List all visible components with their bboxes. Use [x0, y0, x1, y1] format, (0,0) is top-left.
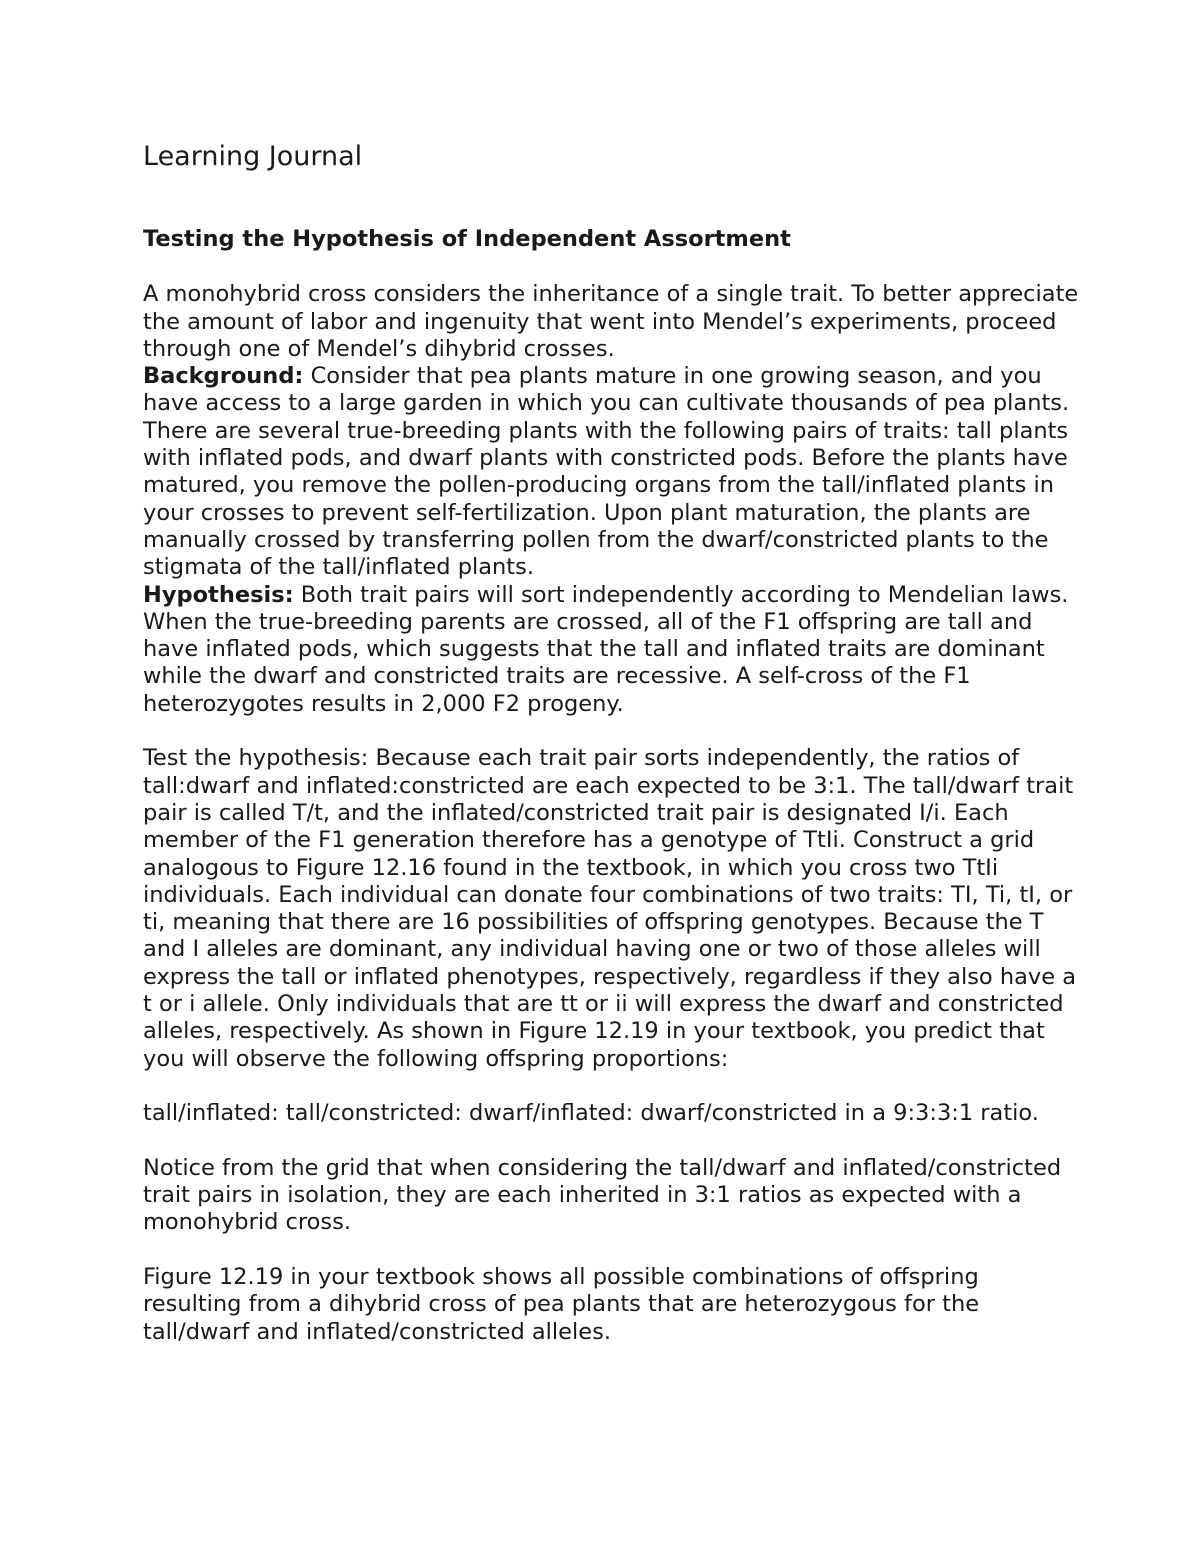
section-heading: Testing the Hypothesis of Independent Assortment: [143, 226, 791, 252]
intro-paragraph: [143, 281, 1083, 718]
notice-paragraph: Notice from the grid that when considering the tall/dwarf and inflated/constricted trait pairs in isolation, they are each inherited in 3:1 ratios as expected with a monohybrid cross.: [143, 1154, 1062, 1236]
test-paragraph: Test the hypothesis: Because each trait pair sorts independently, the ratios of tall:dwarf and inflated:constricted are each expected to be 3:1. The tall/dwarf trait pair is called T/t, and the inflated/constricted trait pair is designated I/i. Each member of the F1 generation therefore has a genotype of TtIi. Construct a grid analogous to Figure 12.16 found in the textbook, in which you cross two TtIi individuals. Each individual can donate four combinations of two traits: TI, Ti, tI, or ti, meaning that there are 16 possibilities of offspring genotypes. Because the T and I alleles are dominant, any individual having one or two of those alleles will express the tall or inflated phenotypes, respectively, regardless if they also have a t or i allele. Only individuals that are tt or ii will express the dwarf and constricted alleles, respectively. As shown in Figure 12.19 in your textbook, you predict that you will observe the following offspring proportions:: [143, 745, 1076, 1072]
figure-paragraph: Figure 12.19 in your textbook shows all possible combinations of offspring resulting from a dihybrid cross of pea plants that are heterozygous for the tall/dwarf and inflated/constricted alleles.: [143, 1263, 980, 1345]
ratio-paragraph: tall/inflated: tall/constricted: dwarf/inflated: dwarf/constricted in a 9:3:3:1 ratio.: [143, 1100, 1039, 1127]
document-body: [143, 140, 1083, 1346]
background-text: Consider that pea plants mature in one growing season, and you have access to a large garden in which you can cultivate thousands of pea plants. There are several true-breeding plants with the following pairs of traits: tall plants with inflated pods, and dwarf plants with constricted pods. Before the plants have matured, you remove the pollen-producing organs from the tall/inflated plants in your crosses to prevent self-fertilization. Upon plant maturation, the plants are manually crossed by transferring pollen from the dwarf/constricted plants to the stigmata of the tall/inflated plants.: [143, 363, 1070, 581]
background-label: Background:: [143, 363, 304, 390]
journal-title: Learning Journal: [143, 141, 363, 172]
hypothesis-text: Both trait pairs will sort independently according to Mendelian laws. When the true-breeding parents are crossed, all of the F1 offspring are tall and have inflated pods, which suggests that the tall and inflated traits are dominant while the dwarf and constricted traits are recessive. A self-cross of the F1 heterozygotes results in 2,000 F2 progeny.: [143, 581, 1069, 717]
hypothesis-label: Hypothesis:: [143, 581, 294, 608]
intro-text: A monohybrid cross considers the inheritance of a single trait. To better appreciate the amount of labor and ingenuity that went into Mendel’s experiments, proceed through one of Mendel’s dihybrid crosses.: [143, 281, 1079, 362]
